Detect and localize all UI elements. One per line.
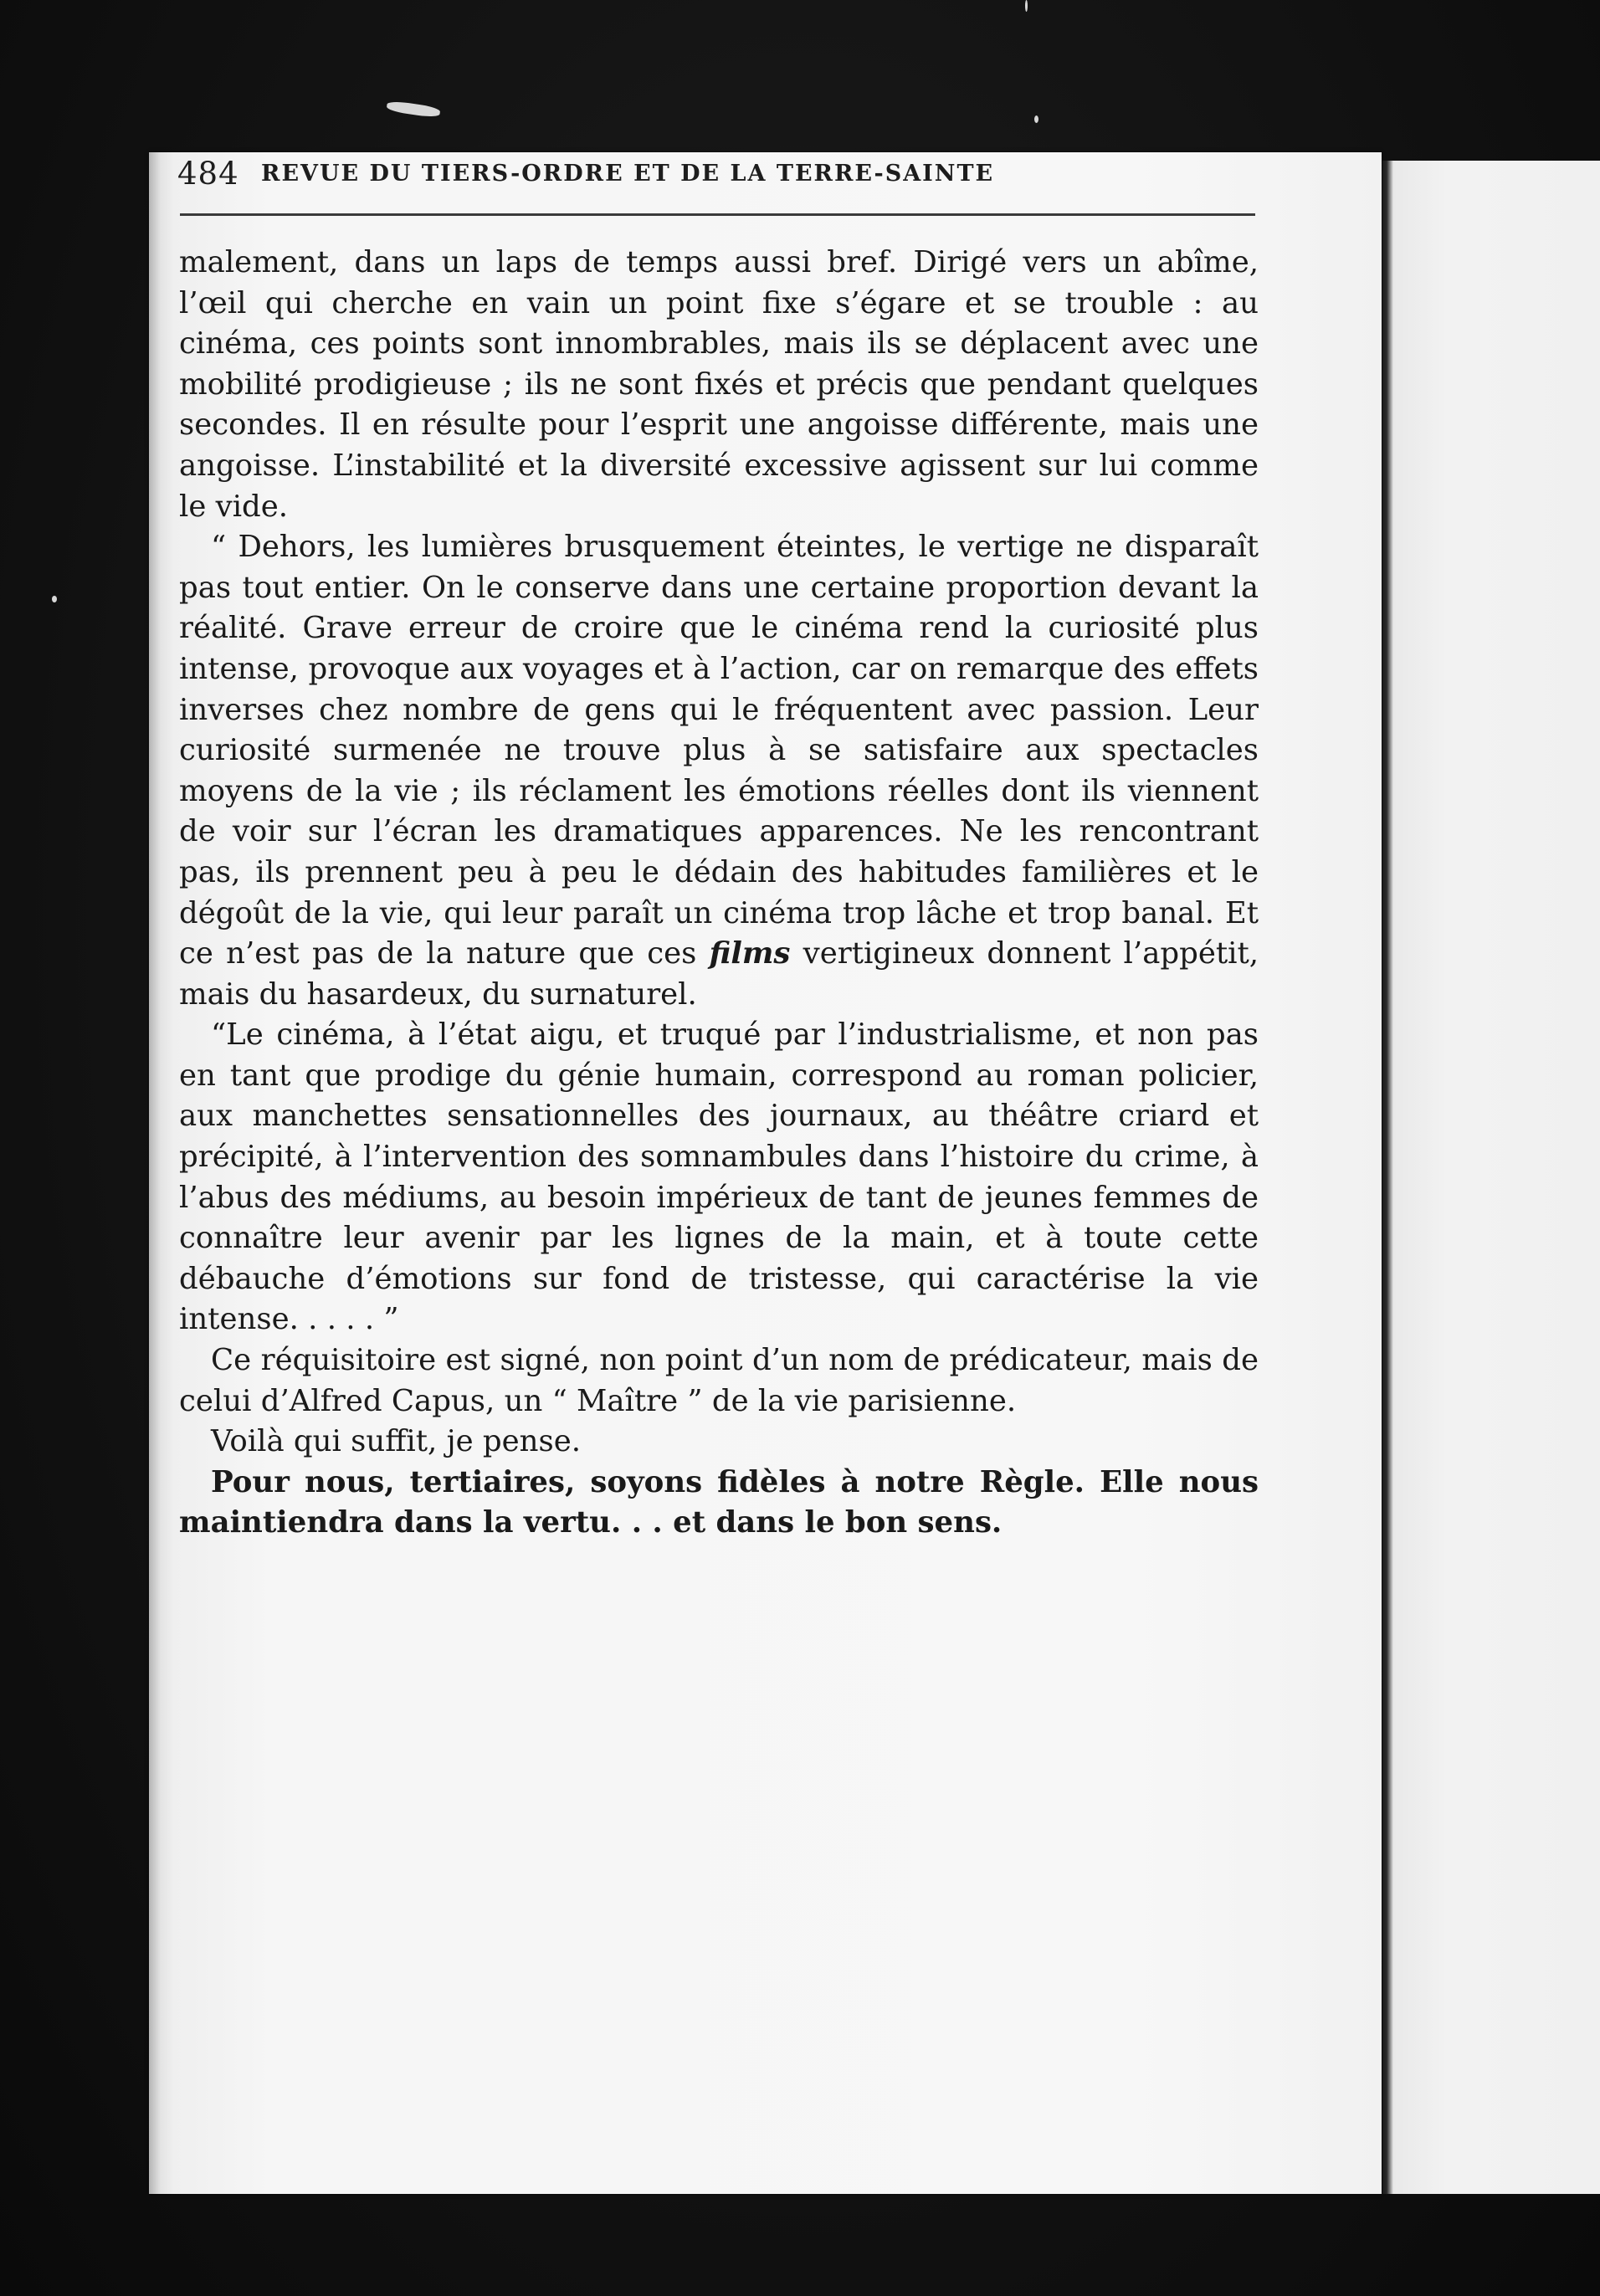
paragraph-text: “ Dehors, les lumières brusquement éteintes, le vertige ne disparaît pas tout entier. On le conserve dans une certaine proportion devant la réalité. Grave erreur de croire que le cinéma rend la curiosité plus intense, provoque aux voyages et à l’action, car on remarque des effets inverses chez nombre de gens qui le fréquentent avec passion. Leur curiosité surmenée ne trouve plus à se satisfaire aux spectacles moyens de la vie ; ils réclament les émotions réelles dont ils viennent de voir sur l’écran les dramatiques apparences. Ne les rencontrant pas, ils prennent peu à peu le dédain des habitudes familières et le dégoût de la vie, qui leur paraît un cinéma trop lâche et trop banal. Et ce n’est pas de la nature que ces: [179, 530, 1259, 971]
paragraph-text: malement, dans un laps de temps aussi bref. Dirigé vers un abîme, l’œil qui cherche en vain un point fixe s’égare et se trouble : au cinéma, ces points sont innombrables, mais ils se déplacent avec une mobilité prodigieuse ; ils ne sont fixés et précis que pendant quelques secondes. Il en résulte pour l’esprit une angoisse différente, mais une angoisse. L’instabilité et la diversité excessive agissent sur lui comme le vide.: [179, 245, 1259, 524]
paragraph-attribution: [179, 1340, 1259, 1422]
dust-speck: [52, 596, 57, 602]
journal-title: REVUE DU TIERS-ORDRE ET DE LA TERRE-SAINTE: [261, 161, 995, 187]
italic-word: films: [709, 936, 791, 971]
article-body: [179, 243, 1259, 1544]
page-number: 484: [177, 156, 239, 192]
paragraph-text: Ce réquisitoire est signé, non point d’un nom de prédicateur, mais de celui d’Alfred Capus, un “ Maître ” de la vie parisienne.: [179, 1343, 1259, 1418]
facing-page-edge: [1382, 161, 1600, 2194]
page-gutter-shadow: [149, 152, 161, 2194]
paragraph-text: Voilà qui suffit, je pense.: [211, 1424, 582, 1459]
paragraph-continuation: [179, 243, 1259, 527]
paragraph-text: Pour nous, tertiaires, soyons fidèles à notre Règle. Elle nous maintiendra dans la vertu. . . et dans le bon sens.: [179, 1464, 1259, 1540]
paragraph-text: vertigineux donnent l’appétit, mais du hasardeux, du surnaturel.: [179, 936, 1259, 1012]
paragraph-conclusion: [179, 1463, 1259, 1544]
paragraph-voila: [179, 1422, 1259, 1463]
running-head: [177, 156, 1265, 206]
paragraph-text: “Le cinéma, à l’état aigu, et truqué par l’industrialisme, et non pas en tant que prodige du génie humain, correspond au roman policier, aux manchettes sensationnelles des journaux, au théâtre criard et précipité, à l’intervention des somnambules dans l’histoire du crime, à l’abus des médiums, au besoin impérieux de tant de jeunes femmes de connaître leur avenir par les lignes de la main, et à toute cette débauche d’émotions sur fond de tristesse, qui caractérise la vie intense. . . . . ”: [179, 1017, 1259, 1337]
header-rule: [180, 213, 1255, 216]
dust-speck: [1034, 115, 1038, 123]
paragraph-quote-dehors: [179, 527, 1259, 1015]
dust-speck: [1025, 0, 1028, 12]
paragraph-quote-cinema: [179, 1015, 1259, 1340]
